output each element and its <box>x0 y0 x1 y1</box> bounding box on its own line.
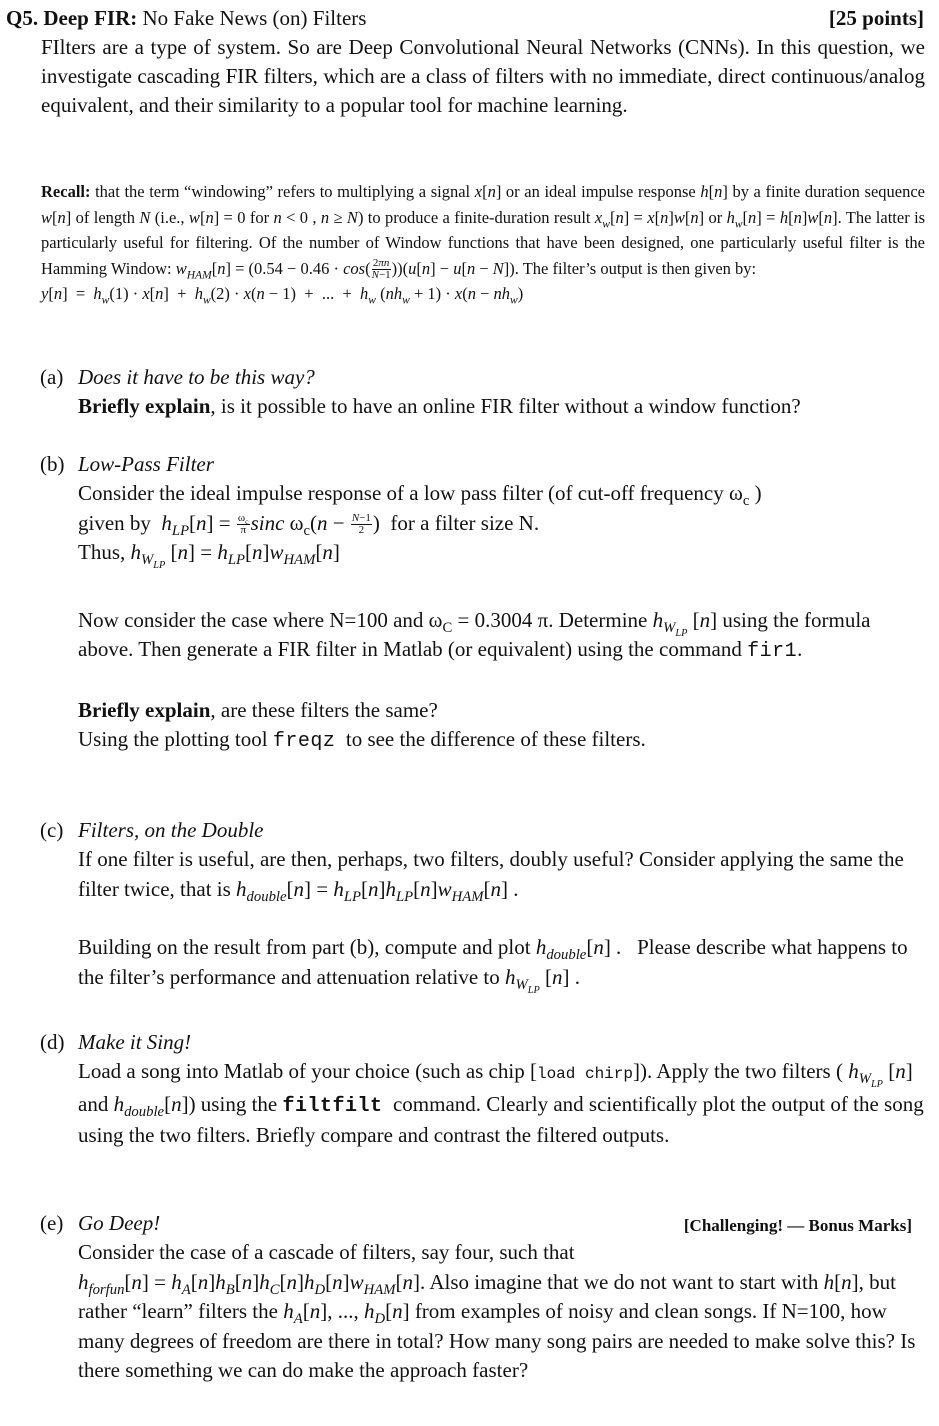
part-text: , are these filters the same? <box>210 697 438 722</box>
part-label: (a) <box>40 365 64 389</box>
part-text: . Determine <box>548 607 648 632</box>
part-text: from examples of noisy and clean songs. If N=100, how many degrees of freedom are there in total? How many song pairs are needed to make solve this? Is there something we can do make the approach faster? <box>78 1299 916 1382</box>
filter-output-equation: $y[n] = h_w(1) \cdot x[n] + h_w(2) \cdot x(n - 1)$ + ... + $h_w$ $(nh_w + 1) \cdot x(n - nh_w)$ <box>41 284 524 307</box>
part-text: command. Clearly and scientifically plot the output of the song using the two filters. Briefly compare and contrast the filtered outputs. <box>78 1091 924 1147</box>
recall-paragraph: Recall: that the term “windowing” refers to multiplying a signal x[n] or an ideal impulse response h[n] by a finite duration sequence w[n] of length N (i.e., w[n] = 0 for n < 0 , n ≥ N) to produce a finite-duration result $x_w[n] = x[n]w[n]$ or $h_w[n] = h[n]w[n]$. The latter is particularly useful for filtering. Of the number of Window functions that have been designed, one particularly useful filter is the Hamming Window: $w_{HAM}[n] = (0.54 - 0.46 \cdot \cos$( $\frac{2\pi n}{N-1}$ ))(u[n] − u[n − N]). The filter’s output is then given by: $y[n] = h_w(1) \cdot x[n] + h_w(2) \cdot x(n - 1)$ + ... + $h_w$ $(nh_w + 1) \cdot x(n - nh_w)$ <box>41 182 926 307</box>
part-text: for a filter size N. <box>390 510 540 535</box>
part-label: (d) <box>40 1030 65 1054</box>
part-label: (b) <box>40 452 65 476</box>
part-text: Using the plotting tool <box>78 727 268 751</box>
part-text: , is it possible to have an online FIR filter without a window function? <box>210 394 801 418</box>
part-label: (e) <box>40 1211 64 1235</box>
part-text: Consider the case of a cascade of filters, say four, such that <box>78 1240 575 1264</box>
intro-paragraph: FIlters are a type of system. So are Deep Convolutional Neural Networks (CNNs). In this question, we investigate cascading FIR filters, which are a class of filters with no immediate, direct continuous/analog equivalent, and their similarity to a popular tool for machine learning. <box>41 35 925 117</box>
recall-label: Recall: <box>41 182 91 201</box>
part-text: given by <box>78 510 151 535</box>
code-load-chirp: load chirp <box>536 1065 633 1083</box>
code-filtfilt: filtfilt <box>282 1094 383 1118</box>
part-text: using the formula above. Then generate a FIR filter in Matlab (or equivalent) using the command <box>78 607 871 661</box>
part-text: Now consider the case where N=100 and <box>78 607 424 632</box>
recall-text: that the term “windowing” refers to multiplying a signal <box>95 182 471 201</box>
part-text: Please describe what happens to the filter’s performance and attenuation relative to <box>78 935 908 989</box>
part-title: Does it have to be this way? <box>78 365 315 389</box>
part-text: Building on the result from part (b), compute and plot <box>78 935 531 959</box>
part-text: ]). Apply the two filters ( <box>632 1059 843 1083</box>
part-text: and <box>78 1091 109 1116</box>
recall-text: (i.e., <box>154 207 185 227</box>
recall-text: or an ideal impulse response <box>505 182 696 201</box>
emphasis: Briefly explain <box>78 697 211 722</box>
part-title: Make it Sing! <box>78 1030 192 1054</box>
recall-text: . The latter is particularly useful for filtering. Of the number of Window functions that have been designed, one particularly useful filter is the Hamming Window: <box>41 207 926 278</box>
question-header <box>6 4 924 32</box>
question-page: Q5. Deep FIR: No Fake News (on) Filters [25 points] FIlters are a type of system. So are Deep Convolutional Neural Networks (CNNs). In this question, we investigate cascading FIR filters, which are a class of filters with no immediate, direct continuous/analog equivalent, and their similarity to a popular tool for machine learning. Recall: that the term “windowing” refers to multiplying a signal x[n] or an ideal impulse response h[n] by a finite duration sequence w[n] of length N (i.e., w[n] = 0 for n < 0 , n ≥ N) to produce a finite-duration result $x_w[n] = x[n]w[n]$ or $h_w[n] = h[n]w[n]$. The latter is particularly useful for filtering. Of the number of Window functions that have been designed, one particularly useful filter is the Hamming Window: $w_{HAM}[n] = (0.54 - 0.46 \cdot \cos$( $\frac{2\pi n}{N-1}$ ))(u[n] − u[n − N]). The filter’s output is then given by: $y[n] = h_w(1) \cdot x[n] + h_w(2) \cdot x(n - 1)$ + ... + $h_w$ $(nh_w + 1) \cdot x(n - nh_w)$ (a) Does it have to be this way? Briefly explain, is it possible to have an online FIR filter without a window function? (b) Low-Pass Filter Consider the ideal impulse response of a low pass filter (of cut-off frequency $\omega_c$ ) given by $h_{LP}[n]$ = $\frac{\omega_c}{\pi}$ sinc $\omega_c(n$ − $\frac{N-1}{2}$ ) for a filter size N. Thus, $h_{W_{LP}}$ $[n] = h_{LP}[n]w_{HAM}[n]$ Now consider the case where N=100 and $\omega_C = 0.3004$ π. Determine $h_{W_{LP}}$ [n] using the formula above. Then generate a FIR filter in Matlab (or equivalent) using the command fir1. Briefly explain, are these filters the same? Using the plotting tool freqz to see the difference of these filters. (c) Filters, on the Double If one filter is useful, are then, perhaps, two filters, doubly useful? Consider applying the same the filter twice, that is $h_{double}[n] = h_{LP}[n]h_{LP}[n]w_{HAM}[n]$ . Building on the result from part (b), compute and plot $h_{double}[n]$ . Please describe what happens to the filter’s performance and attenuation relative to $h_{W_{LP}}$ [n] . (d) Make it Sing! Load a song into Matlab of your choice (such as chip [load chirp]). Apply the two filters ( $h_{W_{LP}}$ [n] and $h_{double}[n]$) using the filtfilt command. Clearly and scientifically plot the output of the song using the two filters. Briefly compare and contrast the filtered outputs. (e) Go Deep! [Challenging! — Bonus Marks] Consider the case of a cascade of filters, say four, such that $h_{forfun}[n] = h_A[n]h_B[n]h_C[n]h_D[n]w_{HAM}[n]$. Also imagine that we do not want to start with h[n], but rather “learn” filters the $h_A[n]$, ..., $h_D[n]$ from examples of noisy and clean songs. If N=100, how many degrees of freedom are there in total? How many song pairs are needed to make solve this? Is there something we can do make the approach faster? <box>6 6 926 1382</box>
code-fir1: fir1 <box>747 640 798 663</box>
part-title: Go Deep! <box>78 1211 161 1235</box>
part-text: to see the difference of these filters. <box>345 727 646 751</box>
recall-text: ) to produce a finite-duration result <box>357 207 591 227</box>
part-text: Thus, <box>78 540 126 564</box>
part-text: ) using the <box>188 1091 278 1116</box>
part-text: , but rather “learn” filters the <box>78 1269 896 1323</box>
part-text: . Also imagine that we do not want to start with <box>419 1269 819 1294</box>
recall-text: . The filter’s output is then given by: <box>514 258 757 278</box>
part-text: Load a song into Matlab of your choice (such as chip [ <box>78 1059 537 1083</box>
part-text: Consider the ideal impulse response of a low pass filter (of cut-off frequency <box>78 481 724 505</box>
code-freqz: freqz <box>272 730 336 753</box>
recall-text: for <box>249 207 270 227</box>
emphasis: Briefly explain <box>78 394 211 418</box>
bonus-label: [Challenging! — Bonus Marks] <box>683 1216 912 1235</box>
part-text: If one filter is useful, are then, perhaps, two filters, doubly useful? Consider applying the same the filter twice, that is <box>78 847 904 901</box>
part-label: (c) <box>40 818 64 842</box>
part-title: Low-Pass Filter <box>78 452 214 476</box>
question-id: Q5. Deep FIR: <box>6 6 138 30</box>
part-title: Filters, on the Double <box>78 818 264 842</box>
recall-text: of length <box>75 207 135 227</box>
points-label: [25 points] <box>828 6 924 30</box>
recall-text: by a finite duration sequence <box>732 182 925 201</box>
question-title: No Fake News (on) Filters <box>142 6 367 30</box>
recall-text: or <box>708 207 723 227</box>
